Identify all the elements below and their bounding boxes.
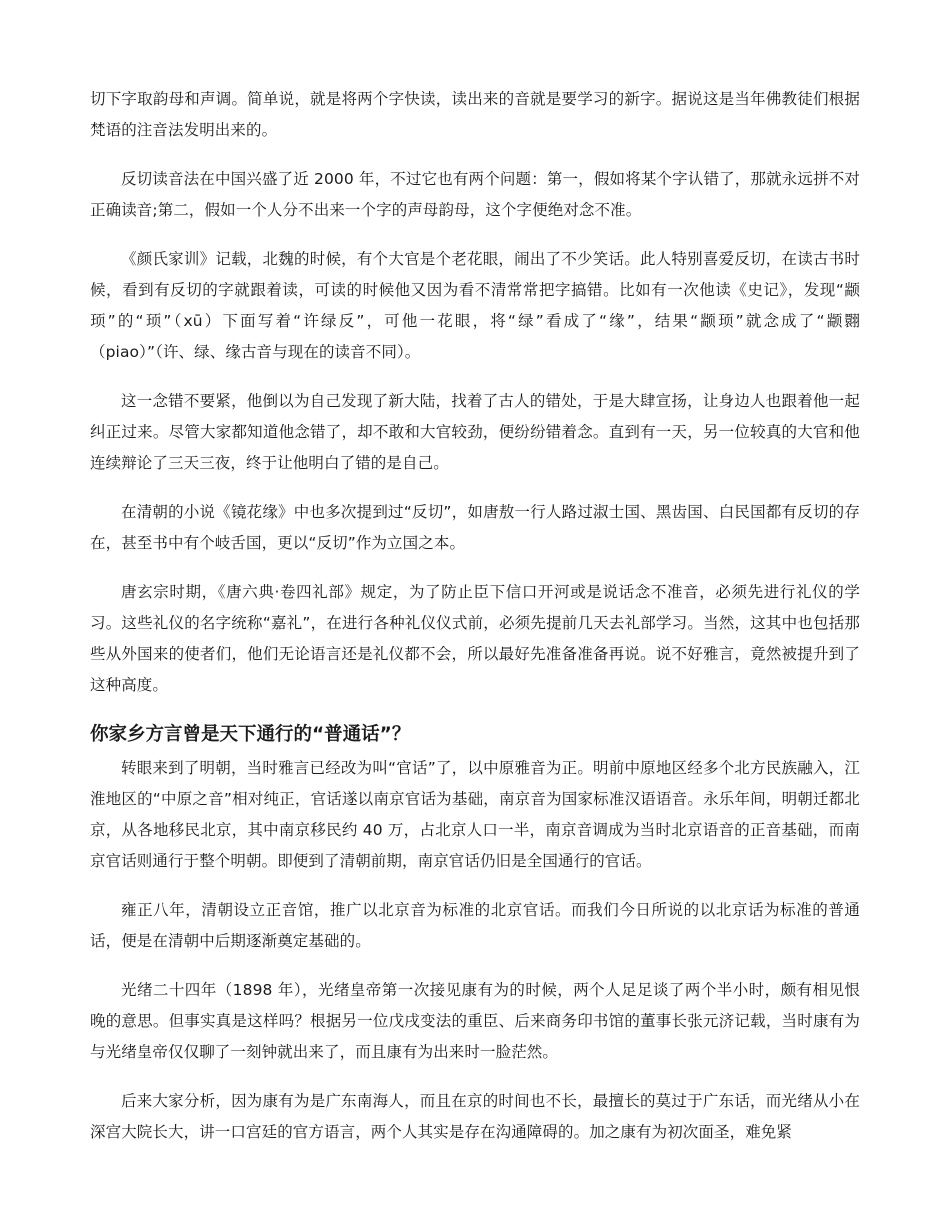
paragraph: 转眼来到了明朝，当时雅言已经改为叫“官话”了，以中原雅音为正。明前中原地区经多个北方民族融入，江淮地区的“中原之音”相对纯正，官话遂以南京官话为基础，南京音为国家标准汉语语音。永乐年间，明朝迁都北京，从各地移民北京，其中南京移民约 40 万，占北京人口一半，南京音调成为当时北京语音的正音基础，而南京官话则通行于整个明朝。即便到了清朝前期，南京官话仍旧是全国通行的官话。 <box>90 759 860 870</box>
paragraph: 雍正八年，清朝设立正音馆，推广以北京音为标准的北京官话。而我们今日所说的以北京话为标准的普通话，便是在清朝中后期逐渐奠定基础的。 <box>90 901 860 950</box>
section-heading: 你家乡方言曾是天下通行的“普通话”？ <box>90 724 411 745</box>
paragraph: 唐玄宗时期，《唐六典·卷四礼部》规定，为了防止臣下信口开河或是说话念不准音，必须先进行礼仪的学习。这些礼仪的名字统称“嘉礼”，在进行各种礼仪仪式前，必须先提前几天去礼部学习。当然，这其中也包括那些从外国来的使者们，他们无论语言还是礼仪都不会，所以最好先准备准备再说。说不好雅言，竟然被提升到了这种高度。 <box>90 583 860 694</box>
paragraph: 反切读音法在中国兴盛了近 2000 年，不过它也有两个问题：第一，假如将某个字认错了，那就永远拼不对正确读音;第二，假如一个人分不出来一个字的声母韵母，这个字便绝对念不准。 <box>90 170 860 219</box>
paragraph: 光绪二十四年（1898 年），光绪皇帝第一次接见康有为的时候，两个人足足谈了两个半小时，颇有相见恨晚的意思。但事实真是这样吗？根据另一位戊戌变法的重臣、后来商务印书馆的董事长张元济记载，当时康有为与光绪皇帝仅仅聊了一刻钟就出来了，而且康有为出来时一脸茫然。 <box>90 981 860 1061</box>
paragraph: 切下字取韵母和声调。简单说，就是将两个字快读，读出来的音就是要学习的新字。据说这是当年佛教徒们根据梵语的注音法发明出来的。 <box>90 90 860 139</box>
paragraph: 《颜氏家训》记载，北魏的时候，有个大官是个老花眼，闹出了不少笑话。此人特别喜爱反切，在读古书时候，看到有反切的字就跟着读，可读的时候他又因为看不清常常把字搞错。比如有一次他读《史记》，发现“颛顼”的“顼”（xū）下面写着“许绿反”，可他一花眼，将“绿”看成了“缘”，结果“颛顼”就念成了“颛翾（piao）”（许、绿、缘古音与现在的读音不同）。 <box>90 250 860 361</box>
paragraph: 后来大家分析，因为康有为是广东南海人，而且在京的时间也不长，最擅长的莫过于广东话，而光绪从小在深宫大院长大，讲一口宫廷的官方语言，两个人其实是存在沟通障碍的。加之康有为初次面圣，难免紧 <box>90 1092 860 1141</box>
paragraph: 在清朝的小说《镜花缘》中也多次提到过“反切”，如唐敖一行人路过淑士国、黑齿国、白民国都有反切的存在，甚至书中有个岐舌国，更以“反切”作为立国之本。 <box>90 503 860 552</box>
paragraph: 这一念错不要紧，他倒以为自己发现了新大陆，找着了古人的错处，于是大肆宣扬，让身边人也跟着他一起纠正过来。尽管大家都知道他念错了，却不敢和大官较劲，便纷纷错着念。直到有一天，另一位较真的大官和他连续辩论了三天三夜，终于让他明白了错的是自己。 <box>90 392 860 472</box>
